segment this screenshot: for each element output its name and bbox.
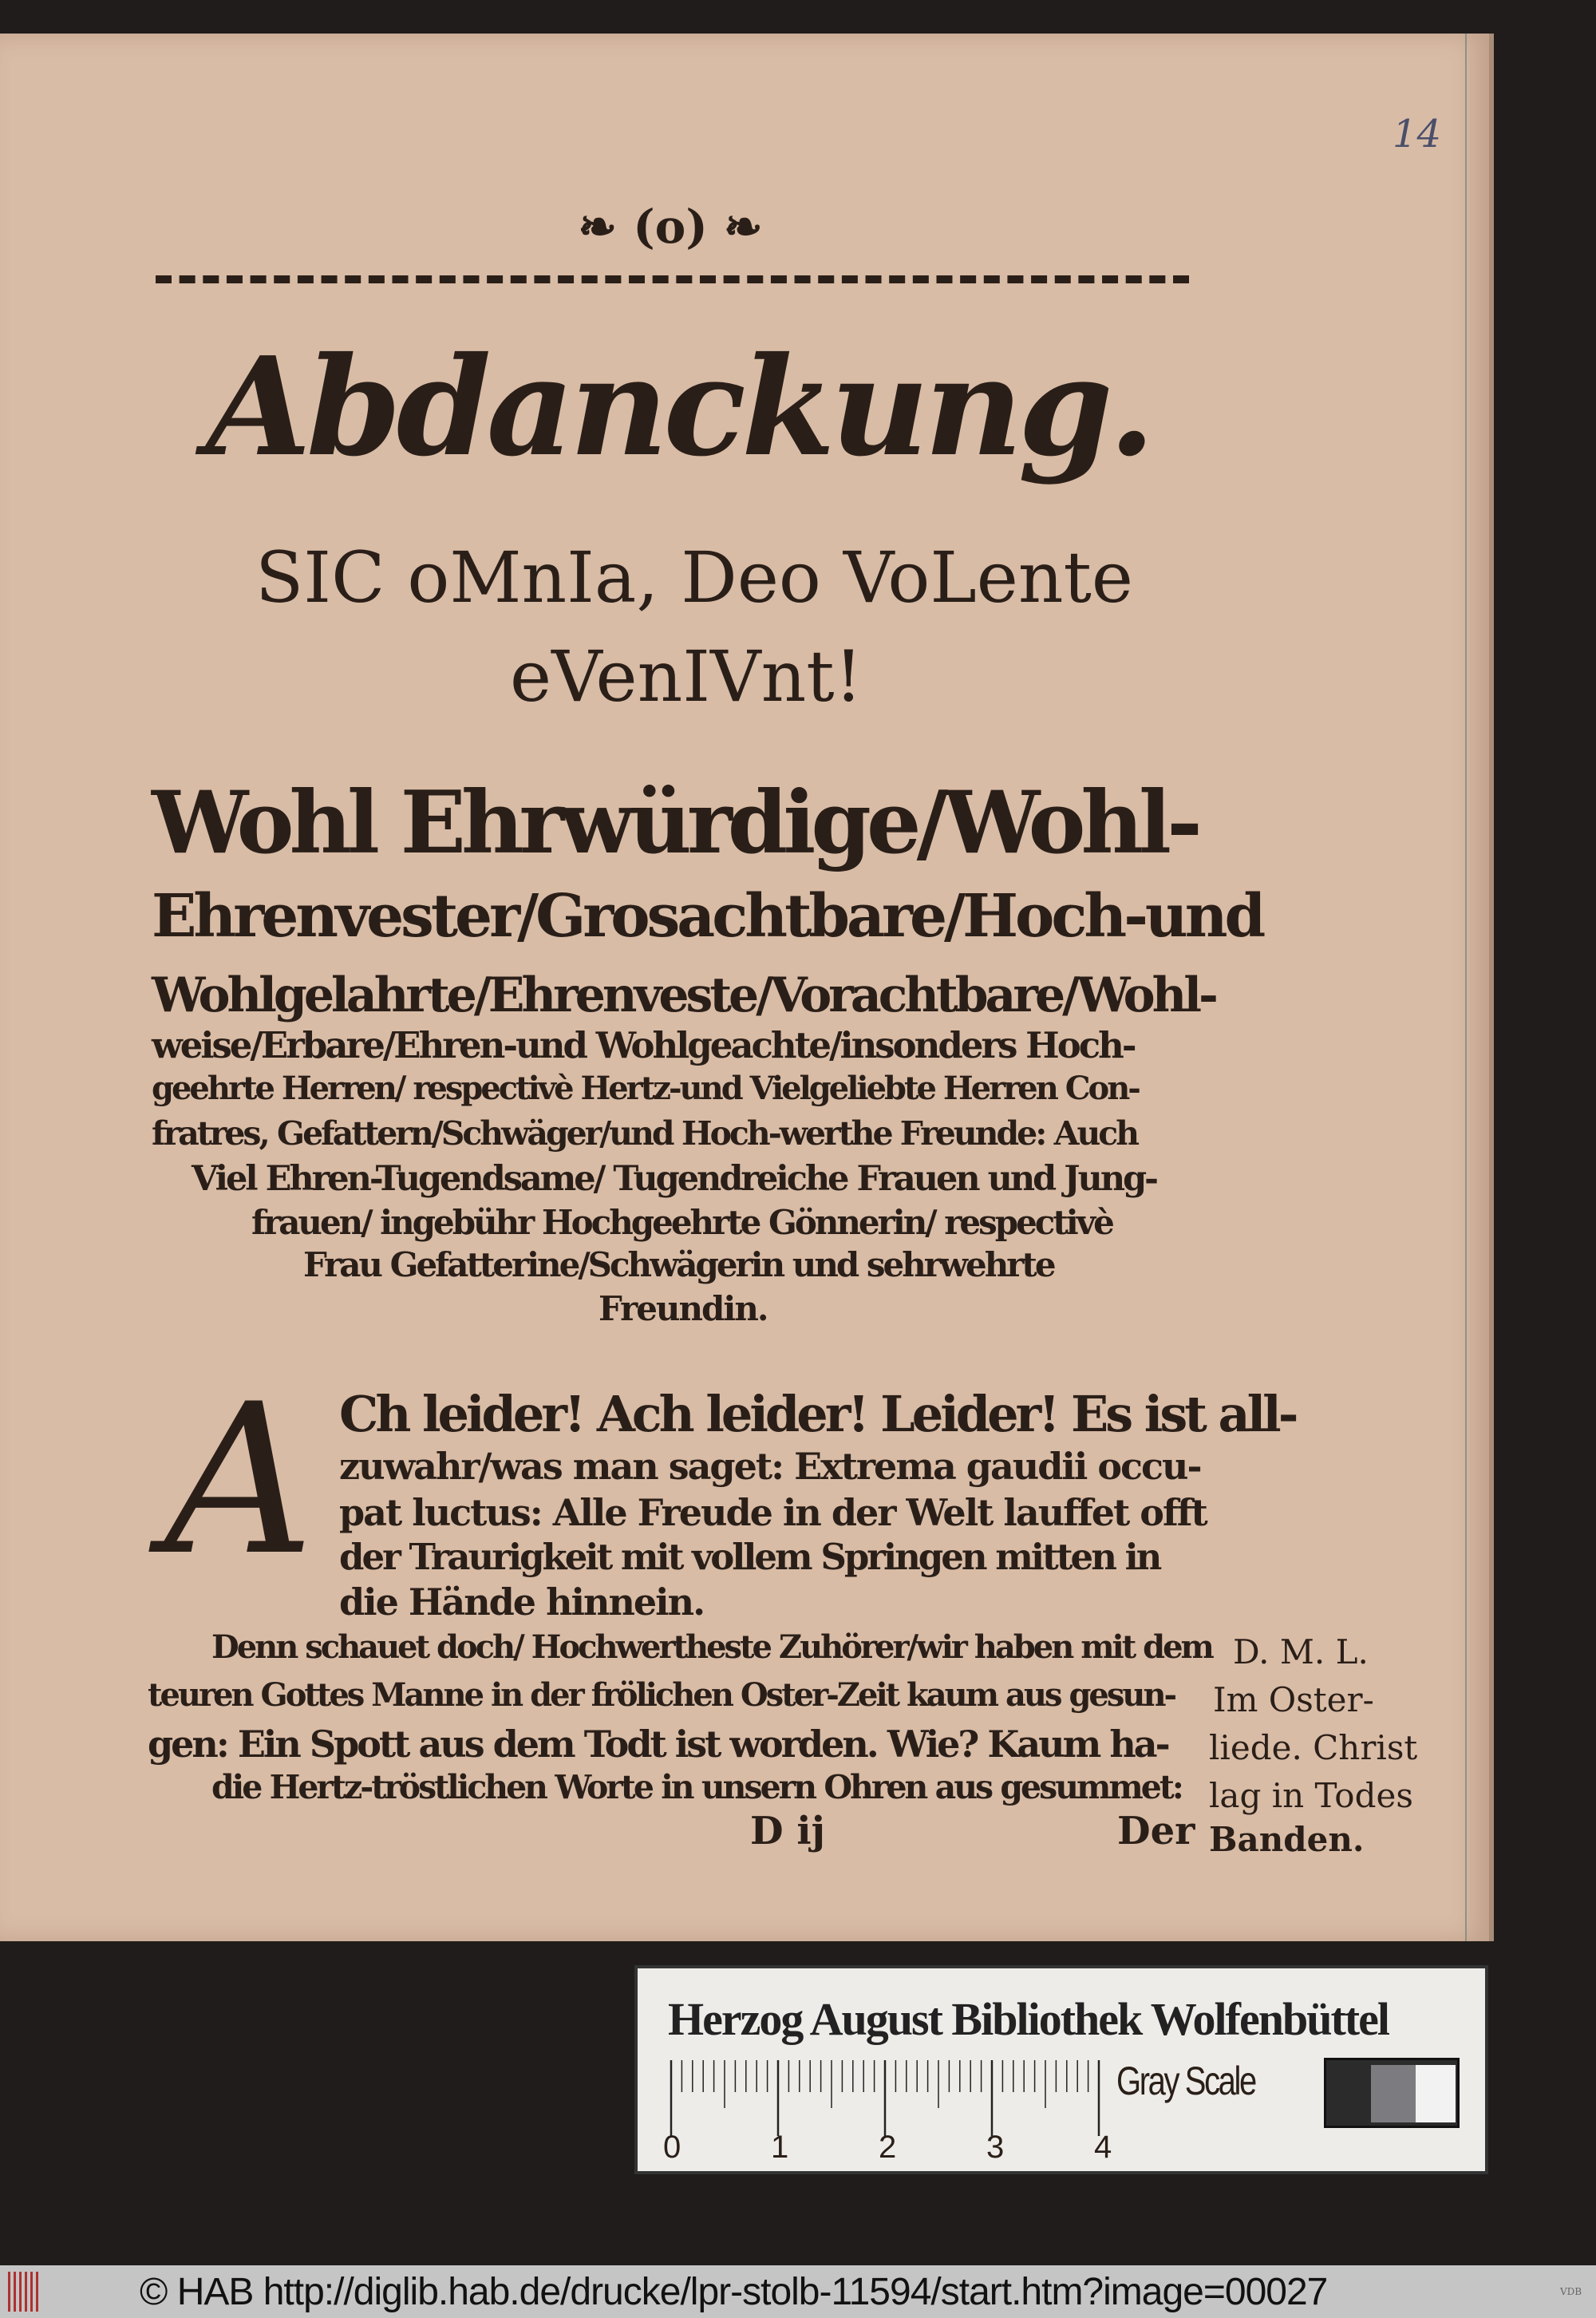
- footer-copyright-link[interactable]: © HAB http://diglib.hab.de/drucke/lpr-stolb-11594/start.htm?image=00027: [140, 2271, 1328, 2313]
- marginal-note: lag in Todes: [1209, 1776, 1413, 1815]
- footer-bar: [0, 2265, 1596, 2318]
- gray-scale-swatch: [1324, 2058, 1460, 2128]
- hab-logo-icon: [8, 2272, 40, 2312]
- scale-number: 0: [663, 2130, 681, 2165]
- address-line: Freundin.: [598, 1289, 768, 1328]
- header-ornament: ❧ (o) ❧: [578, 200, 763, 254]
- decorated-initial: A: [164, 1360, 314, 1601]
- gray-scale-label: Gray Scale: [1116, 2059, 1255, 2103]
- signature-mark: D ij: [750, 1809, 825, 1853]
- address-line: Wohlgelahrte/Ehrenveste/Vorachtbare/Wohl-: [152, 967, 1215, 1023]
- marginal-note: D. M. L.: [1233, 1632, 1369, 1671]
- folio-number: 14: [1393, 112, 1442, 156]
- paragraph-line: Ch leider! Ach leider! Leider! Es ist all-: [339, 1385, 1296, 1443]
- color-reference-card: [634, 1965, 1488, 2174]
- address-line: weise/Erbare/Ehren-und Wohlgeachte/insonders Hoch-: [152, 1024, 1135, 1066]
- page-edge: [1465, 34, 1481, 1941]
- paragraph-line: Denn schauet doch/ Hochwertheste Zuhörer/wir haben mit dem: [211, 1628, 1212, 1666]
- paragraph-line: zuwahr/was man saget: Extrema gaudii occu-: [339, 1445, 1201, 1488]
- scale-number: 3: [986, 2130, 1005, 2165]
- paragraph-line: die Hände hinnein.: [339, 1580, 705, 1624]
- footer-mark: VDB: [1560, 2286, 1582, 2297]
- address-line: Ehrenvester/Grosachtbare/Hoch-und: [152, 882, 1263, 951]
- dashed-rule: [156, 275, 1189, 283]
- card-title: Herzog August Bibliothek Wolfenbüttel: [668, 1993, 1389, 2045]
- chronogram-line-2: eVenIVnt!: [509, 635, 863, 718]
- marginal-note: liede. Christ: [1209, 1728, 1418, 1767]
- address-line: fratres, Gefattern/Schwäger/und Hoch-werthe Freunde: Auch: [152, 1114, 1138, 1153]
- chronogram-line-1: SIC oMnIa, Deo VoLente: [255, 536, 1133, 619]
- paragraph-line: pat luctus: Alle Freude in der Welt lauffet offt: [339, 1491, 1207, 1534]
- marginal-note: Im Oster-: [1213, 1680, 1374, 1719]
- address-line: geehrte Herren/ respectivè Hertz-und Vielgeliebte Herren Con-: [152, 1070, 1139, 1107]
- scale-number: 4: [1094, 2130, 1112, 2165]
- scale-number: 2: [879, 2130, 897, 2165]
- paragraph-line: teuren Gottes Manne in der frölichen Oster-Zeit kaum aus gesun-: [148, 1676, 1175, 1714]
- address-line: Wohl Ehrwürdige/Wohl-: [152, 773, 1198, 873]
- ruler-scale: [670, 2060, 1100, 2136]
- paragraph-line: der Traurigkeit mit vollem Springen mitten in: [339, 1536, 1160, 1578]
- address-line: frauen/ ingebühr Hochgeehrte Gönnerin/ respectivè: [251, 1203, 1112, 1242]
- paragraph-line: die Hertz-tröstlichen Worte in unsern Ohren aus gesummet:: [211, 1768, 1182, 1806]
- catchword: Der: [1117, 1809, 1195, 1853]
- title: Abdanckung.: [206, 327, 1151, 487]
- scale-number: 1: [771, 2130, 789, 2165]
- paragraph-line: gen: Ein Spott aus dem Todt ist worden. Wie? Kaum ha-: [148, 1723, 1168, 1766]
- address-line: Frau Gefatterine/Schwägerin und sehrwehrte: [303, 1245, 1054, 1284]
- marginal-note: Banden.: [1209, 1820, 1365, 1859]
- address-line: Viel Ehren-Tugendsame/ Tugendreiche Frauen und Jung-: [192, 1159, 1156, 1199]
